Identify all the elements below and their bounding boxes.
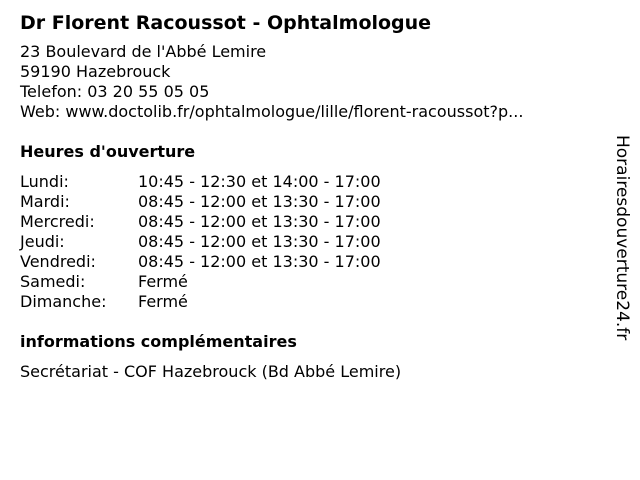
- day-label: Lundi:: [20, 172, 69, 191]
- hours-value: 08:45 - 12:00 et 13:30 - 17:00: [138, 252, 381, 271]
- hours-value: Fermé: [138, 272, 188, 291]
- day-label: Jeudi:: [20, 232, 65, 251]
- hours-row-friday: [20, 252, 600, 272]
- hours-row-tuesday: [20, 192, 600, 212]
- hours-row-sunday: [20, 292, 600, 312]
- hours-row-monday: [20, 172, 600, 192]
- website-link[interactable]: Web: www.doctolib.fr/ophtalmologue/lille/florent-racoussot?p...: [20, 102, 524, 121]
- brand-watermark: Horairesdouverture24.fr: [612, 135, 632, 341]
- additional-info-text: Secrétariat - COF Hazebrouck (Bd Abbé Lemire): [20, 362, 402, 381]
- hours-value: 08:45 - 12:00 et 13:30 - 17:00: [138, 192, 381, 211]
- additional-info-heading: informations complémentaires: [20, 332, 297, 351]
- hours-row-saturday: [20, 272, 600, 292]
- hours-row-thursday: [20, 232, 600, 252]
- hours-value: 10:45 - 12:30 et 14:00 - 17:00: [138, 172, 381, 191]
- day-label: Dimanche:: [20, 292, 107, 311]
- phone-number[interactable]: Telefon: 03 20 55 05 05: [20, 82, 210, 101]
- opening-hours-heading: Heures d'ouverture: [20, 142, 196, 161]
- day-label: Vendredi:: [20, 252, 96, 271]
- hours-row-wednesday: [20, 212, 600, 232]
- address-city: 59190 Hazebrouck: [20, 62, 171, 81]
- day-label: Mercredi:: [20, 212, 95, 231]
- opening-hours-table: [20, 172, 600, 312]
- hours-value: 08:45 - 12:00 et 13:30 - 17:00: [138, 232, 381, 251]
- hours-value: Fermé: [138, 292, 188, 311]
- day-label: Mardi:: [20, 192, 70, 211]
- business-card: [20, 10, 600, 382]
- address-street: 23 Boulevard de l'Abbé Lemire: [20, 42, 267, 61]
- hours-value: 08:45 - 12:00 et 13:30 - 17:00: [138, 212, 381, 231]
- day-label: Samedi:: [20, 272, 86, 291]
- page-title: Dr Florent Racoussot - Ophtalmologue: [20, 12, 432, 34]
